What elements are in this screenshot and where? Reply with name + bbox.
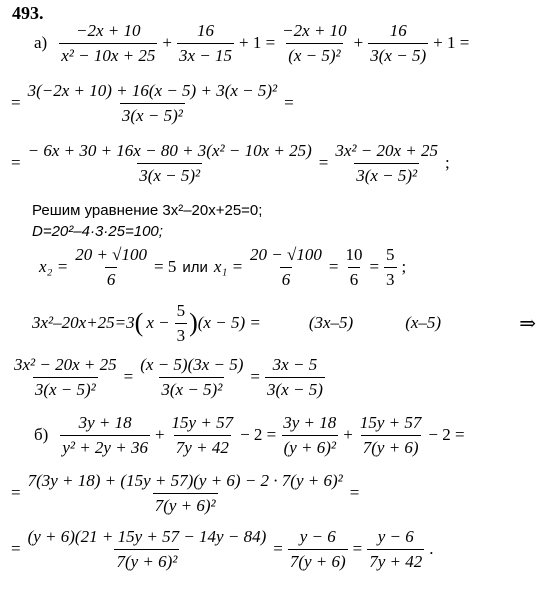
equals-sign: = <box>352 539 363 559</box>
fraction: $\frac{20 + √100}{6}$ <box>75 245 147 289</box>
part-b-line-1 <box>34 414 468 457</box>
fraction: $\frac{16}{3(x - 5)}$ <box>370 21 427 65</box>
fraction: $\frac{(y + 6)(21 + 15y + 57 - 14y - 84)}{\text{7(y + 6)²}}$ <box>27 527 267 571</box>
fraction: $\frac{y - 6}{7y + 42}$ <box>369 527 423 571</box>
fraction: $\frac{3x - 5}{3(x - 5)}$ <box>267 355 323 399</box>
root-label: x₁ = <box>213 257 244 277</box>
fraction: $\frac{\text{7(3y + 18) + (15y + 57)(y + 6) − 2 · 7(y + 6)²}}{\text{7(y + 6)²}}$ <box>27 471 343 515</box>
fraction: $\frac{(x - 5)(3x - 5)}{\text{3(x − 5)²}}$ <box>140 355 244 399</box>
factor-term: x − <box>146 313 170 333</box>
equals-sign: = <box>123 367 134 387</box>
equals-sign: = <box>273 539 283 559</box>
part-a-line-1 <box>34 22 472 65</box>
fraction: $\frac{\text{− 6x + 30 + 16x − 80 + 3(x² − 10x + 25)}}{\text{3(x − 5)²}}$ <box>27 141 312 185</box>
equation-text: + 1 = <box>238 33 276 53</box>
equals-sign: = <box>284 93 294 113</box>
equals-sign: = <box>11 539 21 559</box>
semicolon: ; <box>401 257 407 277</box>
equals-sign: = <box>349 483 360 503</box>
root-label: x₂ = <box>39 257 69 277</box>
roots-line <box>36 246 409 289</box>
factor-line <box>32 302 542 345</box>
root-value: = 5 <box>154 257 177 277</box>
part-a-line-2 <box>8 82 297 125</box>
equals-sign: = <box>328 257 339 277</box>
fraction: $\frac{10}{6}$ <box>345 245 363 289</box>
semicolon: ; <box>444 153 450 173</box>
factor-lhs: 3x²–20x+25= <box>32 313 127 333</box>
fraction: $\frac{3y + 18}{\text{(y + 6)²}}$ <box>283 413 337 457</box>
plus-sign: + <box>154 425 165 445</box>
factor-2: (x–5) <box>405 313 442 333</box>
discriminant-text: D=20²–4·3·25=100; <box>32 223 163 240</box>
part-a-line-3 <box>8 142 453 185</box>
fraction: $\frac{20 - √100}{6}$ <box>250 245 322 289</box>
equals-sign: = <box>11 483 21 503</box>
fraction: $\frac{-2x + 10}{\text{x² − 10x + 25}}$ <box>61 21 156 65</box>
problem-number: 493. <box>12 3 44 23</box>
fraction: $\frac{5}{3}$ <box>176 301 186 345</box>
part-b-line-2 <box>8 472 362 515</box>
equals-sign: = <box>11 153 21 173</box>
equals-sign: = <box>318 153 329 173</box>
solve-text: Решим уравнение 3x²–20x+25=0; <box>32 202 263 219</box>
factor-coefficient: 3 <box>126 313 135 333</box>
fraction: $\frac{3y + 18}{\text{y² + 2y + 36}}$ <box>62 413 148 457</box>
or-word: или <box>182 258 208 276</box>
fraction: $\frac{15y + 57}{7(y + 6)}$ <box>359 413 422 457</box>
fraction: $\frac{\text{3(−2x + 10) + 16(x − 5) + 3(x − 5)²}}{\text{3(x − 5)²}}$ <box>27 81 278 125</box>
fraction: $\frac{-2x + 10}{\text{(x − 5)²}}$ <box>282 21 347 65</box>
implies-arrow: ⇒ <box>519 312 536 335</box>
fraction: $\frac{\text{3x² − 20x + 25}}{\text{3(x − 5)²}}$ <box>14 355 117 399</box>
part-b-label: б) <box>34 425 49 445</box>
equation-text: + 1 = <box>433 33 470 53</box>
fraction: $\frac{\text{3x² − 20x + 25}}{\text{3(x − 5)²}}$ <box>335 141 438 185</box>
plus-sign: + <box>162 33 172 53</box>
fraction: $\frac{y - 6}{7(y + 6)}$ <box>289 527 346 571</box>
plus-sign: + <box>353 33 364 53</box>
equals-sign: = <box>369 257 380 277</box>
part-b-line-3 <box>8 528 437 571</box>
fraction: $\frac{16}{3x - 15}$ <box>178 21 232 65</box>
period: . <box>429 539 434 559</box>
result-line <box>10 356 327 399</box>
plus-sign: + <box>343 425 353 445</box>
equation-text: − 2 = <box>428 425 465 445</box>
equation-text: − 2 = <box>240 425 277 445</box>
big-paren-close: ) <box>189 308 198 338</box>
big-paren-open: ( <box>134 308 144 338</box>
factor-1: (3x–5) <box>308 313 354 333</box>
factor-rest: (x − 5) = <box>197 313 261 333</box>
equals-sign: = <box>250 367 261 387</box>
fraction: $\frac{5}{3}$ <box>386 245 395 289</box>
fraction: $\frac{15y + 57}{7y + 42}$ <box>171 413 234 457</box>
equals-sign: = <box>11 93 21 113</box>
part-a-label: а) <box>34 33 48 53</box>
